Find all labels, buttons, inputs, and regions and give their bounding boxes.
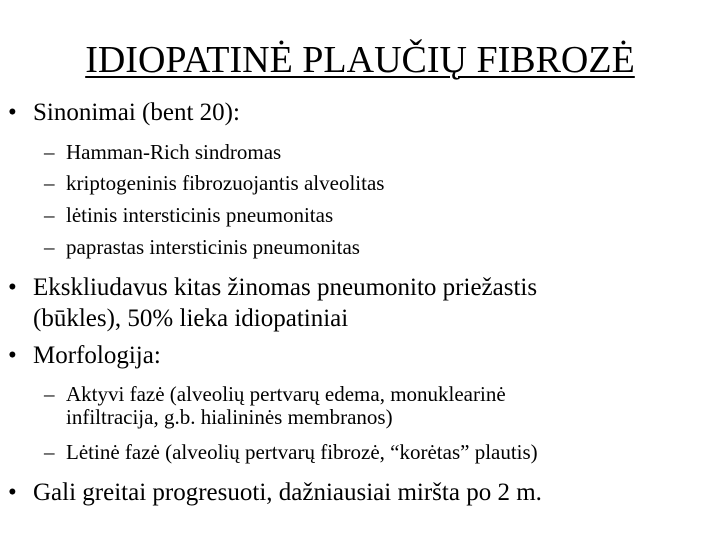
subitem-text: paprastas intersticinis pneumonitas bbox=[66, 235, 360, 259]
dash-marker: – bbox=[44, 235, 55, 259]
subitem-text-line2: infiltracija, g.b. hialininės membranos) bbox=[66, 405, 393, 429]
dash-marker: – bbox=[44, 171, 55, 195]
slide-title: IDIOPATINĖ PLAUČIŲ FIBROZĖ bbox=[85, 39, 635, 81]
bullet-text: Morfologija: bbox=[33, 342, 161, 369]
dash-marker: – bbox=[44, 440, 55, 464]
subitem-text: kriptogeninis fibrozuojantis alveolitas bbox=[66, 171, 385, 195]
subitem-synonym bbox=[44, 234, 360, 261]
dash-marker: – bbox=[44, 382, 55, 406]
bullet-text: Gali greitai progresuoti, dažniausiai miršta po 2 m. bbox=[33, 479, 542, 506]
subitem-text: Lėtinė fazė (alveolių pertvarų fibrozė, “korėtas” plautis) bbox=[66, 440, 538, 464]
bullet-item-exclusion bbox=[8, 273, 537, 303]
subitem-text: Hamman-Rich sindromas bbox=[66, 140, 282, 164]
bullet-item-morphology bbox=[8, 341, 161, 371]
subitem-synonym bbox=[44, 170, 384, 197]
subitem-phase bbox=[44, 439, 538, 466]
subitem-synonym bbox=[44, 202, 333, 229]
bullet-text-line1: Ekskliudavus kitas žinomas pneumonito priežastis bbox=[33, 274, 538, 301]
bullet-item-prognosis bbox=[8, 478, 542, 508]
bullet-text: Sinonimai (bent 20): bbox=[33, 99, 240, 126]
subitem-text: lėtinis intersticinis pneumonitas bbox=[66, 203, 334, 227]
bullet-item-synonyms bbox=[8, 98, 240, 128]
bullet-marker: • bbox=[8, 479, 17, 506]
bullet-text-line2: (būkles), 50% lieka idiopatiniai bbox=[33, 305, 349, 332]
subitem-synonym bbox=[44, 139, 281, 166]
dash-marker: – bbox=[44, 203, 55, 227]
bullet-marker: • bbox=[8, 99, 17, 126]
bullet-marker: • bbox=[8, 342, 17, 369]
bullet-marker: • bbox=[8, 274, 17, 301]
dash-marker: – bbox=[44, 140, 55, 164]
subitem-text-line1: Aktyvi fazė (alveolių pertvarų edema, monuklearinė bbox=[66, 382, 506, 406]
